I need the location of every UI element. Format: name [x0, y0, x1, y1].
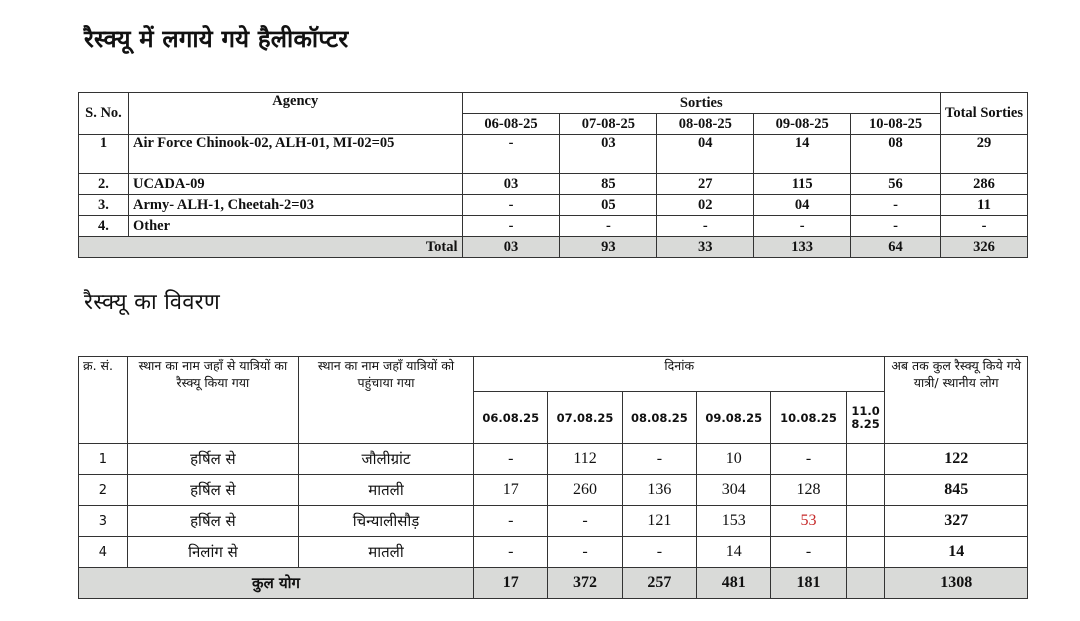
cell-no: 2 [79, 475, 128, 506]
cell-from-place: निलांग से [127, 537, 298, 568]
cell-value: 04 [754, 195, 851, 216]
cell-sno: 3. [79, 195, 129, 216]
total-value: 93 [560, 237, 657, 258]
total-label: Total [79, 237, 463, 258]
cell-total: 11 [941, 195, 1028, 216]
col-header-date: 11.08.25 [846, 392, 885, 444]
cell-value: 115 [754, 174, 851, 195]
cell-value: - [462, 195, 560, 216]
total-value: 481 [697, 568, 771, 599]
total-value [846, 568, 885, 599]
col-header-to-place: स्थान का नाम जहाँ यात्रियों को पहुंचाया गया [298, 357, 473, 444]
total-value: 133 [754, 237, 851, 258]
total-label: कुल योग [79, 568, 474, 599]
table-row [79, 444, 1028, 475]
cell-value: - [851, 195, 941, 216]
cell-value: 112 [548, 444, 622, 475]
grand-total: 326 [941, 237, 1028, 258]
rescue-details-table [78, 356, 1028, 599]
cell-total: - [941, 216, 1028, 237]
cell-value: 121 [622, 506, 696, 537]
cell-no: 4 [79, 537, 128, 568]
cell-from-place: हर्षिल से [127, 475, 298, 506]
cell-value: 304 [697, 475, 771, 506]
cell-value: - [851, 216, 941, 237]
cell-total: 845 [885, 475, 1028, 506]
col-header-sorties: Sorties [462, 93, 940, 114]
cell-value: 56 [851, 174, 941, 195]
cell-value: 27 [657, 174, 754, 195]
cell-no: 3 [79, 506, 128, 537]
cell-value: - [560, 216, 657, 237]
cell-total: 286 [941, 174, 1028, 195]
cell-value: 14 [697, 537, 771, 568]
cell-value: - [548, 506, 622, 537]
cell-value [846, 475, 885, 506]
cell-no: 1 [79, 444, 128, 475]
cell-value: 128 [771, 475, 846, 506]
table-row [79, 216, 1028, 237]
col-header-agency: Agency [128, 93, 462, 135]
total-value: 33 [657, 237, 754, 258]
cell-value: - [474, 444, 548, 475]
cell-total: 29 [941, 135, 1028, 174]
total-value: 17 [474, 568, 548, 599]
col-header-date: 06-08-25 [462, 114, 560, 135]
cell-sno: 1 [79, 135, 129, 174]
cell-value: - [622, 537, 696, 568]
table-row [79, 135, 1028, 174]
cell-total: 327 [885, 506, 1028, 537]
helicopter-sorties-table [78, 92, 1028, 258]
cell-agency: Other [128, 216, 462, 237]
cell-total: 122 [885, 444, 1028, 475]
total-value: 257 [622, 568, 696, 599]
cell-agency: Army- ALH-1, Cheetah-2=03 [128, 195, 462, 216]
cell-value: - [462, 135, 560, 174]
col-header-date: 09.08.25 [697, 392, 771, 444]
total-row [79, 237, 1028, 258]
heading-rescue-details: रैस्क्यू का विवरण [84, 290, 220, 315]
grand-total: 1308 [885, 568, 1028, 599]
total-row [79, 568, 1028, 599]
total-value: 64 [851, 237, 941, 258]
cell-value: 136 [622, 475, 696, 506]
col-header-sno: S. No. [79, 93, 129, 135]
col-header-date: 10-08-25 [851, 114, 941, 135]
cell-value: - [622, 444, 696, 475]
cell-value: - [474, 506, 548, 537]
cell-value: 17 [474, 475, 548, 506]
cell-value: 03 [462, 174, 560, 195]
cell-sno: 4. [79, 216, 129, 237]
cell-to-place: मातली [298, 537, 473, 568]
cell-value: 14 [754, 135, 851, 174]
cell-value: - [771, 537, 846, 568]
cell-to-place: मातली [298, 475, 473, 506]
col-header-date-group: दिनांक [474, 357, 885, 392]
cell-from-place: हर्षिल से [127, 506, 298, 537]
col-header-date: 08.08.25 [622, 392, 696, 444]
table-row [79, 174, 1028, 195]
cell-value [846, 444, 885, 475]
col-header-date: 10.08.25 [771, 392, 846, 444]
cell-value: - [657, 216, 754, 237]
cell-value: 08 [851, 135, 941, 174]
cell-value: 02 [657, 195, 754, 216]
cell-value: - [462, 216, 560, 237]
cell-value: 260 [548, 475, 622, 506]
cell-value: 10 [697, 444, 771, 475]
cell-value [846, 506, 885, 537]
col-header-total-rescued: अब तक कुल रैस्क्यू किये गये यात्री/ स्थानीय लोग [885, 357, 1028, 444]
total-value: 372 [548, 568, 622, 599]
cell-value: 05 [560, 195, 657, 216]
table-row [79, 195, 1028, 216]
total-value: 03 [462, 237, 560, 258]
cell-value: 04 [657, 135, 754, 174]
cell-value: - [474, 537, 548, 568]
cell-value-highlight: 53 [771, 506, 846, 537]
table-row [79, 506, 1028, 537]
col-header-total-sorties: Total Sorties [941, 93, 1028, 135]
table-row [79, 475, 1028, 506]
cell-value: 153 [697, 506, 771, 537]
cell-from-place: हर्षिल से [127, 444, 298, 475]
cell-value: - [771, 444, 846, 475]
cell-sno: 2. [79, 174, 129, 195]
col-header-date: 07-08-25 [560, 114, 657, 135]
cell-value: 85 [560, 174, 657, 195]
cell-value: - [754, 216, 851, 237]
cell-agency: Air Force Chinook-02, ALH-01, MI-02=05 [128, 135, 462, 174]
col-header-date: 09-08-25 [754, 114, 851, 135]
col-header-date: 06.08.25 [474, 392, 548, 444]
col-header-date: 08-08-25 [657, 114, 754, 135]
cell-total: 14 [885, 537, 1028, 568]
cell-to-place: चिन्यालीसौड़ [298, 506, 473, 537]
cell-value [846, 537, 885, 568]
col-header-from-place: स्थान का नाम जहाँ से यात्रियों का रैस्क्यू किया गया [127, 357, 298, 444]
col-header-kr: क्र. सं. [79, 357, 128, 444]
cell-value: - [548, 537, 622, 568]
total-value: 181 [771, 568, 846, 599]
table-row [79, 537, 1028, 568]
cell-to-place: जौलीग्रांट [298, 444, 473, 475]
cell-value: 03 [560, 135, 657, 174]
heading-helicopters: रैस्क्यू में लगाये गये हैलीकॉप्टर [84, 25, 349, 53]
col-header-date: 07.08.25 [548, 392, 622, 444]
cell-agency: UCADA-09 [128, 174, 462, 195]
